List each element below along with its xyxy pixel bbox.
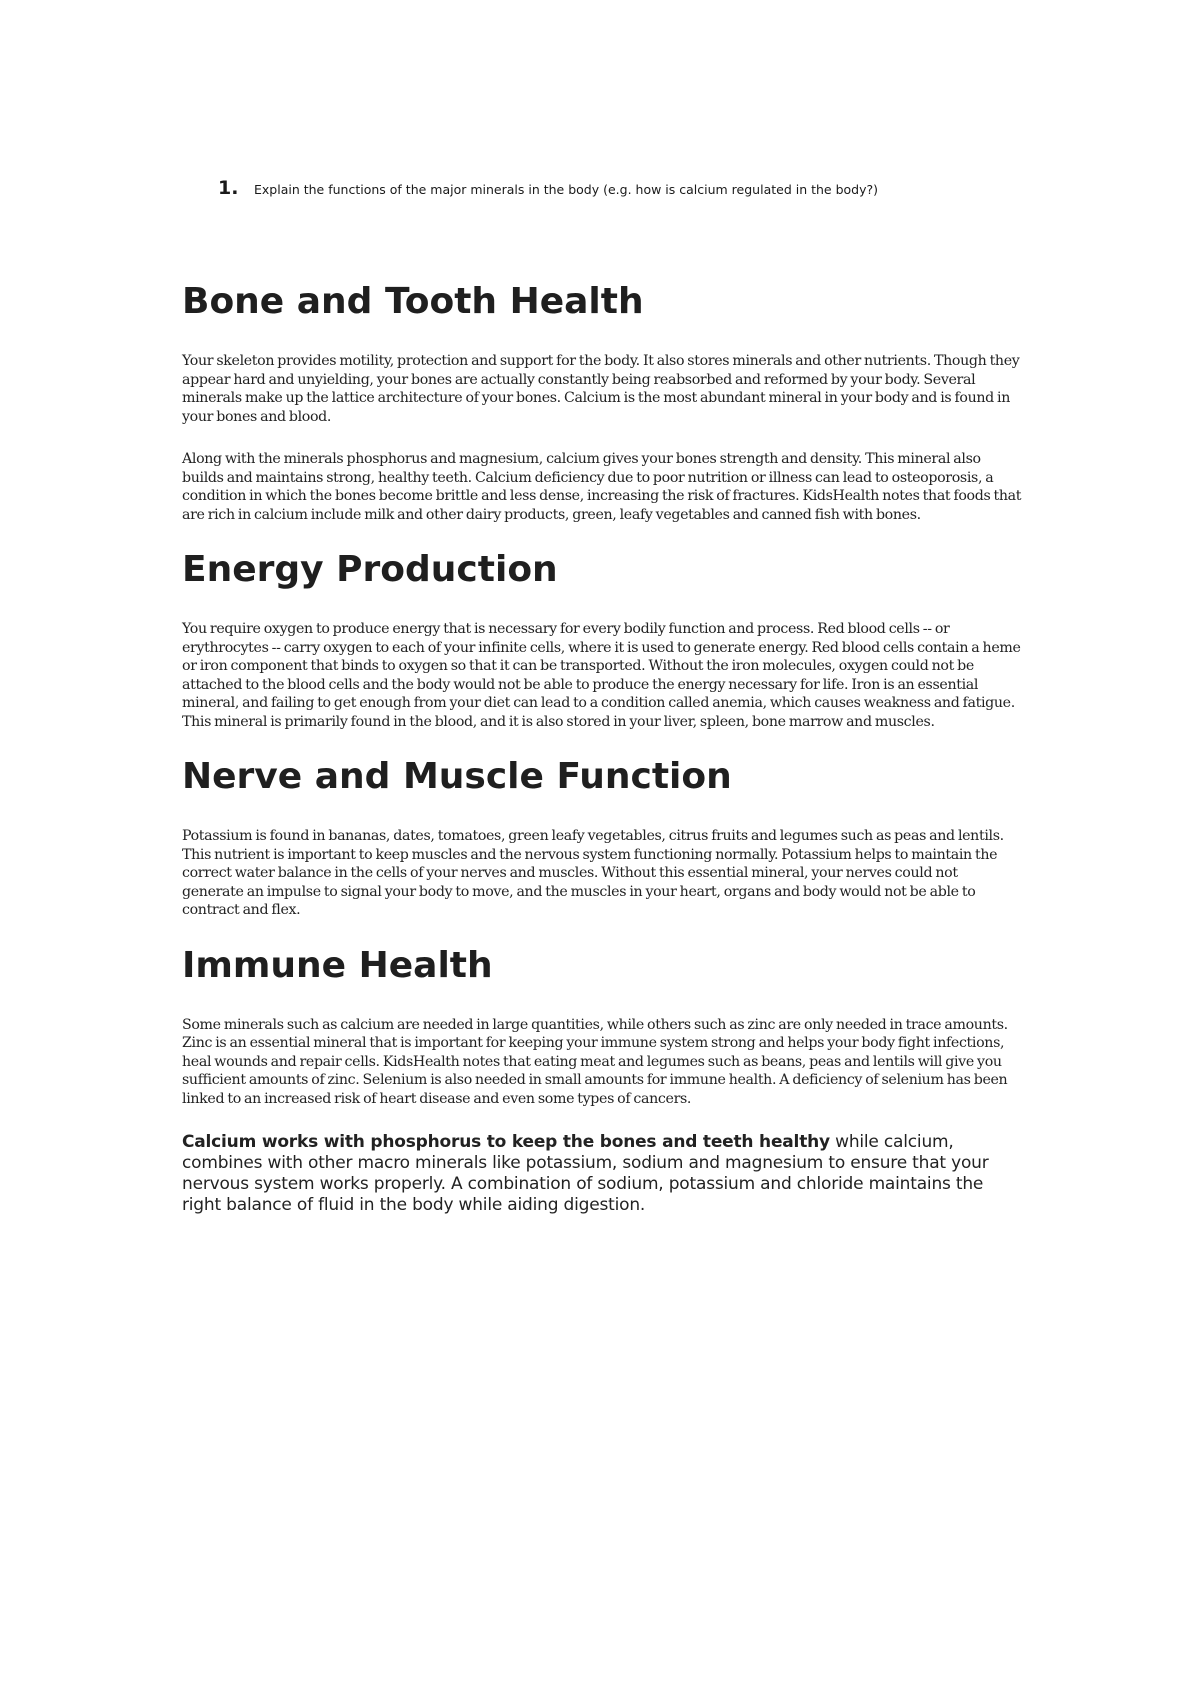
question-text: Explain the functions of the major minerals in the body (e.g. how is calcium regulated in the body?) [254,182,879,197]
paragraph-calcium: Along with the minerals phosphorus and magnesium, calcium gives your bones strength and density. This mineral also builds and maintains strong, healthy teeth. Calcium deficiency due to poor nutrition or illness can lead to osteoporosis, a condition in which the bones become brittle and less dense, increasing the risk of fractures. KidsHealth notes that foods that are rich in calcium include milk and other dairy products, green, leafy vegetables and canned fish with bones. [182,451,1022,523]
summary-bold-lead: Calcium works with phosphorus to keep the bones and teeth healthy [182,1132,830,1152]
section-heading-immune-health: Immune Health [182,944,493,986]
section-heading-bone-tooth-health: Bone and Tooth Health [182,281,644,322]
section-heading-energy-production: Energy Production [182,549,558,590]
document-content [182,280,1022,1216]
paragraph-potassium: Potassium is found in bananas, dates, tomatoes, green leafy vegetables, citrus fruits and legumes such as peas and lentils. This nutrient is important to keep muscles and the nervous system functioning normally. Potassium helps to maintain the correct water balance in the cells of your nerves and muscles. Without this essential mineral, your nerves could not generate an impulse to signal your body to move, and the muscles in your heart, organs and body would not be able to contract and flex. [182,828,1004,918]
paragraph-skeleton: Your skeleton provides motility, protection and support for the body. It also stores minerals and other nutrients. Though they appear hard and unyielding, your bones are actually constantly being reabsorbed and reformed by your body. Several minerals make up the lattice architecture of your bones. Calcium is the most abundant mineral in your body and is found in your bones and blood. [182,353,1020,425]
paragraph-iron: You require oxygen to produce energy that is necessary for every bodily function and process. Red blood cells -- or erythrocytes -- carry oxygen to each of your infinite cells, where it is used to generate energy. Red blood cells contain a heme or iron component that binds to oxygen so that it can be transported. Without the iron molecules, oxygen could not be attached to the blood cells and the body would not be able to produce the energy necessary for life. Iron is an essential mineral, and failing to get enough from your diet can lead to a condition called anemia, which causes weakness and fatigue. This mineral is primarily found in the blood, and it is also stored in your liver, spleen, bone marrow and muscles. [182,621,1021,730]
paragraph-zinc: Some minerals such as calcium are needed in large quantities, while others such as zinc are only needed in trace amounts. Zinc is an essential mineral that is important for keeping your immune system strong and helps your body fight infections, heal wounds and repair cells. KidsHealth notes that eating meat and legumes such as beans, peas and lentils will give you sufficient amounts of zinc. Selenium is also needed in small amounts for immune health. A deficiency of selenium has been linked to an increased risk of heart disease and even some types of cancers. [182,1016,1008,1107]
section-heading-nerve-muscle-function: Nerve and Muscle Function [182,756,732,797]
question-number: 1. [218,177,239,199]
summary-rest: while calcium, combines with other macro minerals like potassium, sodium and magnesium to ensure that your nervous system works properly. A combination of sodium, potassium and chloride maintains the right balance of fluid in the body while aiding digestion. [182,1132,989,1215]
question-item [218,178,1038,200]
summary-paragraph [182,1132,1022,1216]
